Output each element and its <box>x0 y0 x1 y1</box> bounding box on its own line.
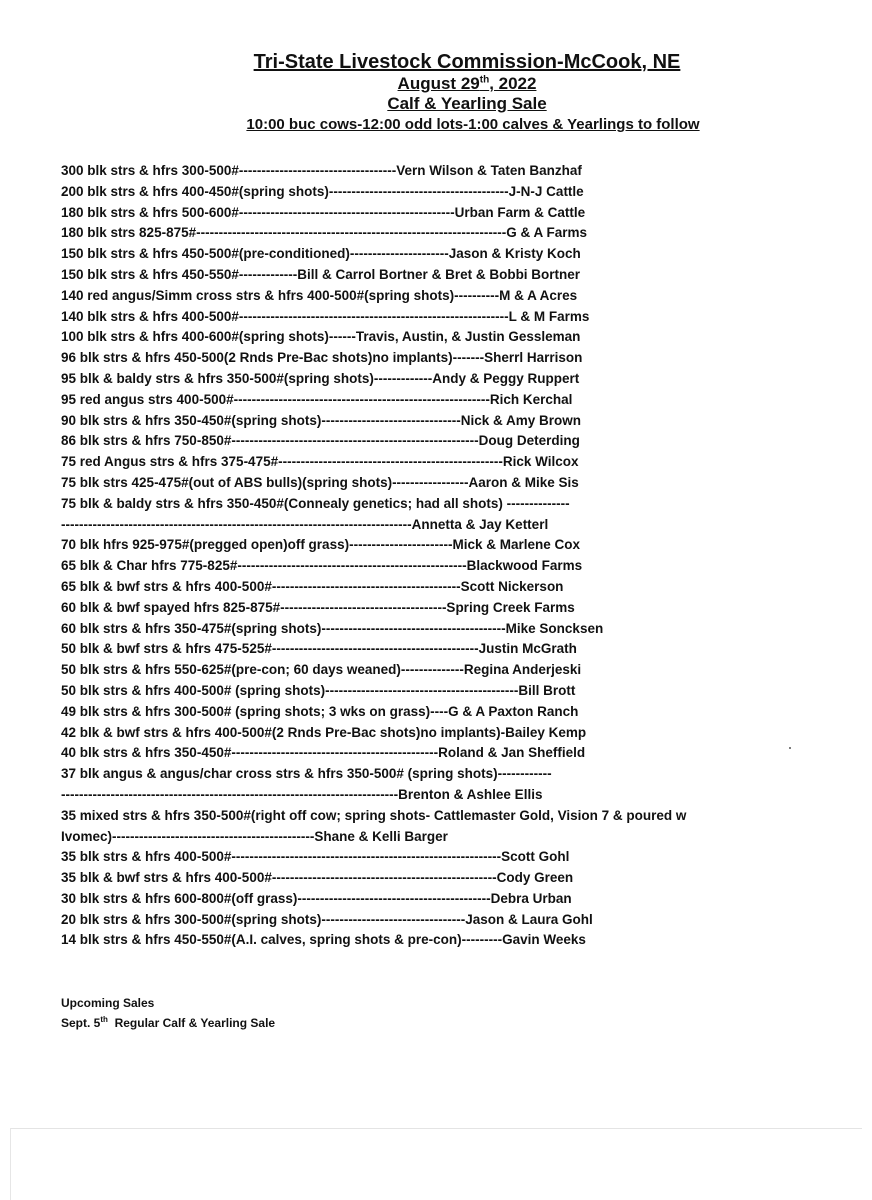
consignment-line: 35 mixed strs & hfrs 350-500#(right off cow; spring shots- Cattlemaster Gold, Vision 7 & poured w <box>61 807 687 823</box>
sale-date-year: , 2022 <box>489 74 537 93</box>
consignment-line: 95 red angus strs 400-500#---------------------------------------------------------Rich Kerchal <box>61 391 573 407</box>
consignment-line: 90 blk strs & hfrs 350-450#(spring shots)-------------------------------Nick & Amy Brown <box>61 412 581 428</box>
consignment-line: ------------------------------------------------------------------------------Annetta & Jay Ketterl <box>61 516 549 532</box>
consignment-line: 35 blk & bwf strs & hfrs 400-500#--------------------------------------------------Cody Green <box>61 870 574 886</box>
upcoming-sale-date-suffix: th <box>100 1015 108 1024</box>
sale-date-suffix: th <box>479 74 490 86</box>
consignment-line: 140 blk strs & hfrs 400-500#------------------------------------------------------------L & M Farms <box>61 308 590 324</box>
upcoming-sales <box>61 993 661 1033</box>
consignment-line: 49 blk strs & hfrs 300-500# (spring shots; 3 wks on grass)----G & A Paxton Ranch <box>61 703 579 719</box>
consignment-line: 95 blk & baldy strs & hfrs 350-500#(spring shots)-------------Andy & Peggy Ruppert <box>61 370 580 386</box>
consignment-line: 150 blk strs & hfrs 450-500#(pre-conditioned)----------------------Jason & Kristy Koch <box>61 246 581 262</box>
consignment-line: 100 blk strs & hfrs 400-600#(spring shots)------Travis, Austin, & Justin Gessleman <box>61 329 581 345</box>
consignment-line: 14 blk strs & hfrs 450-550#(A.I. calves, spring shots & pre-con)---------Gavin Weeks <box>61 932 586 948</box>
consignment-line: 180 blk strs 825-875#---------------------------------------------------------------------G & A Farms <box>61 225 588 241</box>
consignment-line: 37 blk angus & angus/char cross strs & hfrs 350-500# (spring shots)------------ <box>61 766 552 782</box>
consignment-line: 65 blk & Char hfrs 775-825#---------------------------------------------------Blackwood Farms <box>61 558 583 574</box>
consignment-line: 50 blk strs & hfrs 400-500# (spring shots)-------------------------------------------Bill Brott <box>61 682 576 698</box>
sale-name: Calf & Yearling Sale <box>387 94 547 113</box>
consignment-line: 200 blk strs & hfrs 400-450#(spring shots)----------------------------------------J-N-J Cattle <box>61 183 584 199</box>
sale-schedule: 10:00 buc cows-12:00 odd lots-1:00 calves & Yearlings to follow <box>246 116 700 133</box>
consignment-line: 50 blk strs & hfrs 550-625#(pre-con; 60 days weaned)--------------Regina Anderjeski <box>61 662 582 678</box>
consignment-line: 30 blk strs & hfrs 600-800#(off grass)-------------------------------------------Debra Urban <box>61 890 572 906</box>
document-header <box>0 50 872 134</box>
consignment-line: 75 blk & baldy strs & hfrs 350-450#(Connealy genetics; had all shots) -------------- <box>61 495 570 511</box>
sale-date <box>62 74 872 94</box>
consignment-line: 35 blk strs & hfrs 400-500#------------------------------------------------------------Scott Gohl <box>61 849 570 865</box>
consignment-line: 20 blk strs & hfrs 300-500#(spring shots)--------------------------------Jason & Laura Gohl <box>61 911 593 927</box>
consignment-line: 180 blk strs & hfrs 500-600#------------------------------------------------Urban Farm & Cattle <box>61 204 586 220</box>
upcoming-sale-item <box>61 1013 661 1033</box>
consignment-line: 75 red Angus strs & hfrs 375-475#--------------------------------------------------Rick Wilcox <box>61 454 579 470</box>
upcoming-sale-name: Regular Calf & Yearling Sale <box>107 1016 276 1030</box>
scan-speck <box>789 747 791 749</box>
upcoming-sales-heading: Upcoming Sales <box>61 996 155 1010</box>
consignment-line: 40 blk strs & hfrs 350-450#----------------------------------------------Roland & Jan Sheffield <box>61 745 586 761</box>
consignment-line: 140 red angus/Simm cross strs & hfrs 400-500#(spring shots)----------M & A Acres <box>61 287 578 303</box>
consignment-line: 42 blk & bwf strs & hfrs 400-500#(2 Rnds Pre-Bac shots)no implants)-Bailey Kemp <box>61 724 587 740</box>
upcoming-sale-date: Sept. 5 <box>61 1016 101 1030</box>
sale-date-main: August 29 <box>397 74 480 93</box>
document-title: Tri-State Livestock Commission-McCook, NE <box>253 51 681 73</box>
consignment-line: ---------------------------------------------------------------------------Brenton & Ashlee Ellis <box>61 786 543 802</box>
consignment-line: 150 blk strs & hfrs 450-550#-------------Bill & Carrol Bortner & Bret & Bobbi Bortner <box>61 266 581 282</box>
consignment-line: Ivomec)---------------------------------------------Shane & Kelli Barger <box>61 828 448 844</box>
consignment-line: 60 blk & bwf spayed hfrs 825-875#-------------------------------------Spring Creek Farms <box>61 599 575 615</box>
scan-page-edge-left <box>10 1128 11 1200</box>
consignment-line: 70 blk hfrs 925-975#(pregged open)off grass)-----------------------Mick & Marlene Cox <box>61 537 581 553</box>
consignment-line: 75 blk strs 425-475#(out of ABS bulls)(spring shots)-----------------Aaron & Mike Sis <box>61 474 579 490</box>
consignment-line: 50 blk & bwf strs & hfrs 475-525#----------------------------------------------Justin McGrath <box>61 641 577 657</box>
scan-page-edge <box>10 1128 862 1129</box>
consignment-line: 60 blk strs & hfrs 350-475#(spring shots)-----------------------------------------Mike Soncksen <box>61 620 604 636</box>
consignment-list <box>61 161 821 951</box>
consignment-line: 86 blk strs & hfrs 750-850#-------------------------------------------------------Doug Deterding <box>61 433 580 449</box>
consignment-line: 300 blk strs & hfrs 300-500#-----------------------------------Vern Wilson & Taten Banzhaf <box>61 163 582 178</box>
consignment-line: 96 blk strs & hfrs 450-500(2 Rnds Pre-Bac shots)no implants)-------Sherrl Harrison <box>61 350 583 366</box>
consignment-line: 65 blk & bwf strs & hfrs 400-500#------------------------------------------Scott Nickerson <box>61 578 564 594</box>
